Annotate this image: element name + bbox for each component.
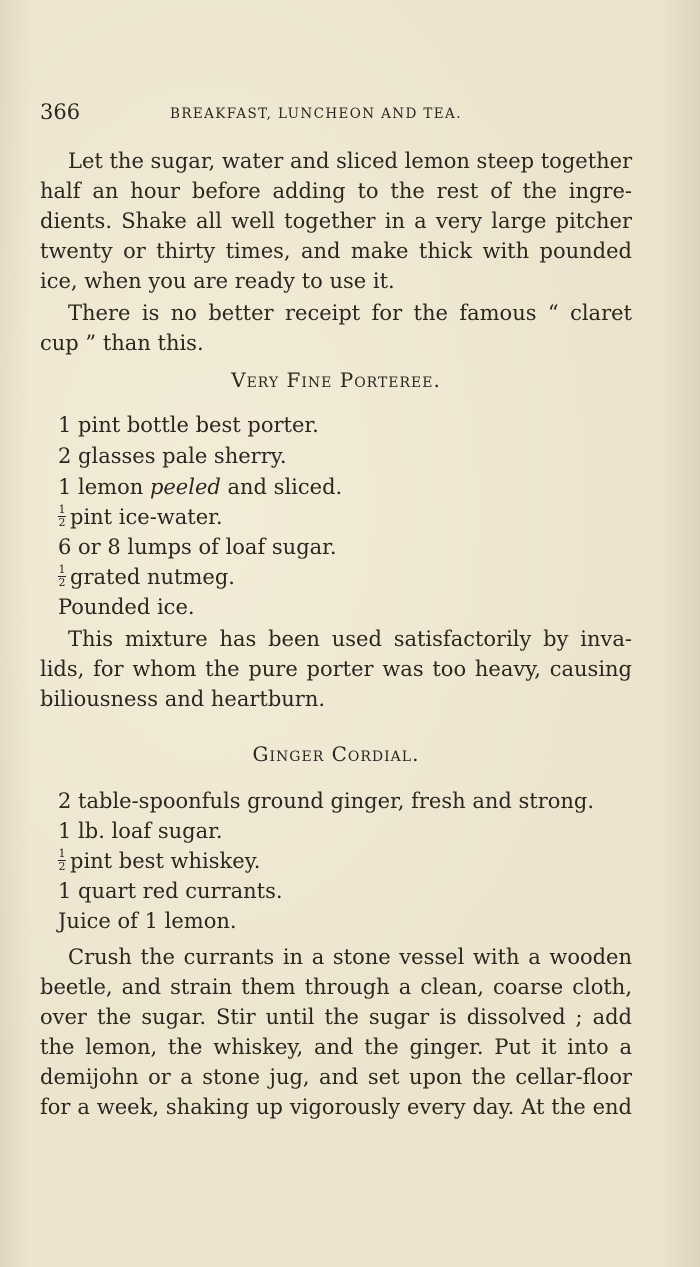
- recipe-title-ginger: Ginger Cordial.: [252, 742, 420, 766]
- intro-line: There is no better receipt for the famous “ claret: [68, 301, 632, 325]
- fraction: $\frac{1}{2}$: [58, 503, 66, 529]
- ingredient-text: pint best whiskey.: [70, 849, 261, 873]
- ingredient-text: grated nutmeg.: [70, 565, 235, 589]
- note-line: biliousness and heartburn.: [40, 687, 326, 711]
- ingredient-item: [58, 502, 223, 532]
- ingredient-item: Pounded ice.: [58, 595, 195, 619]
- method-line: for a week, shaking up vigorously every day. At the end: [40, 1095, 632, 1119]
- ingredient-text: pint ice-water.: [70, 505, 223, 529]
- intro-line: ice, when you are ready to use it.: [40, 269, 395, 293]
- page-number: 366: [40, 100, 81, 124]
- method-line: demijohn or a stone jug, and set upon the cellar-floor: [40, 1065, 632, 1089]
- method-line: beetle, and strain them through a clean, coarse cloth,: [40, 975, 632, 999]
- method-line: over the sugar. Stir until the sugar is dissolved ; add: [40, 1005, 632, 1029]
- fraction: $\frac{1}{2}$: [58, 563, 66, 589]
- ingredient-text: 1 lemon: [58, 475, 150, 499]
- recipe-title-porteree: Very Fine Porteree.: [231, 368, 441, 392]
- ingredient-item: 1 quart red currants.: [58, 879, 283, 903]
- ingredient-item: 1 lb. loaf sugar.: [58, 819, 223, 843]
- fraction: $\frac{1}{2}$: [58, 847, 66, 873]
- running-title: BREAKFAST, LUNCHEON AND TEA.: [170, 106, 462, 122]
- intro-line: half an hour before adding to the rest of the ingre-: [40, 179, 632, 203]
- ingredient-item: 6 or 8 lumps of loaf sugar.: [58, 535, 337, 559]
- ingredient-italic: peeled: [149, 475, 221, 499]
- intro-line: cup ” than this.: [40, 331, 204, 355]
- intro-line: dients. Shake all well together in a very large pitcher: [40, 209, 632, 233]
- ingredient-text: and sliced.: [220, 475, 343, 499]
- ingredient-item: [58, 846, 260, 876]
- ingredient-item: Juice of 1 lemon.: [58, 909, 237, 933]
- ingredient-item: 1 pint bottle best porter.: [58, 413, 319, 437]
- method-line: the lemon, the whiskey, and the ginger. Put it into a: [40, 1035, 632, 1059]
- note-line: lids, for whom the pure porter was too heavy, causing: [40, 657, 632, 681]
- note-line: This mixture has been used satisfactorily by inva-: [68, 627, 632, 651]
- ingredient-item: 2 table-spoonfuls ground ginger, fresh and strong.: [58, 789, 595, 813]
- intro-line: Let the sugar, water and sliced lemon steep together: [68, 149, 633, 173]
- intro-line: twenty or thirty times, and make thick with pounded: [40, 239, 632, 263]
- ingredient-item: [58, 472, 342, 502]
- ingredient-item: [58, 562, 235, 592]
- ingredient-item: 2 glasses pale sherry.: [58, 444, 287, 468]
- method-line: Crush the currants in a stone vessel with a wooden: [68, 945, 632, 969]
- page-header: [40, 100, 640, 126]
